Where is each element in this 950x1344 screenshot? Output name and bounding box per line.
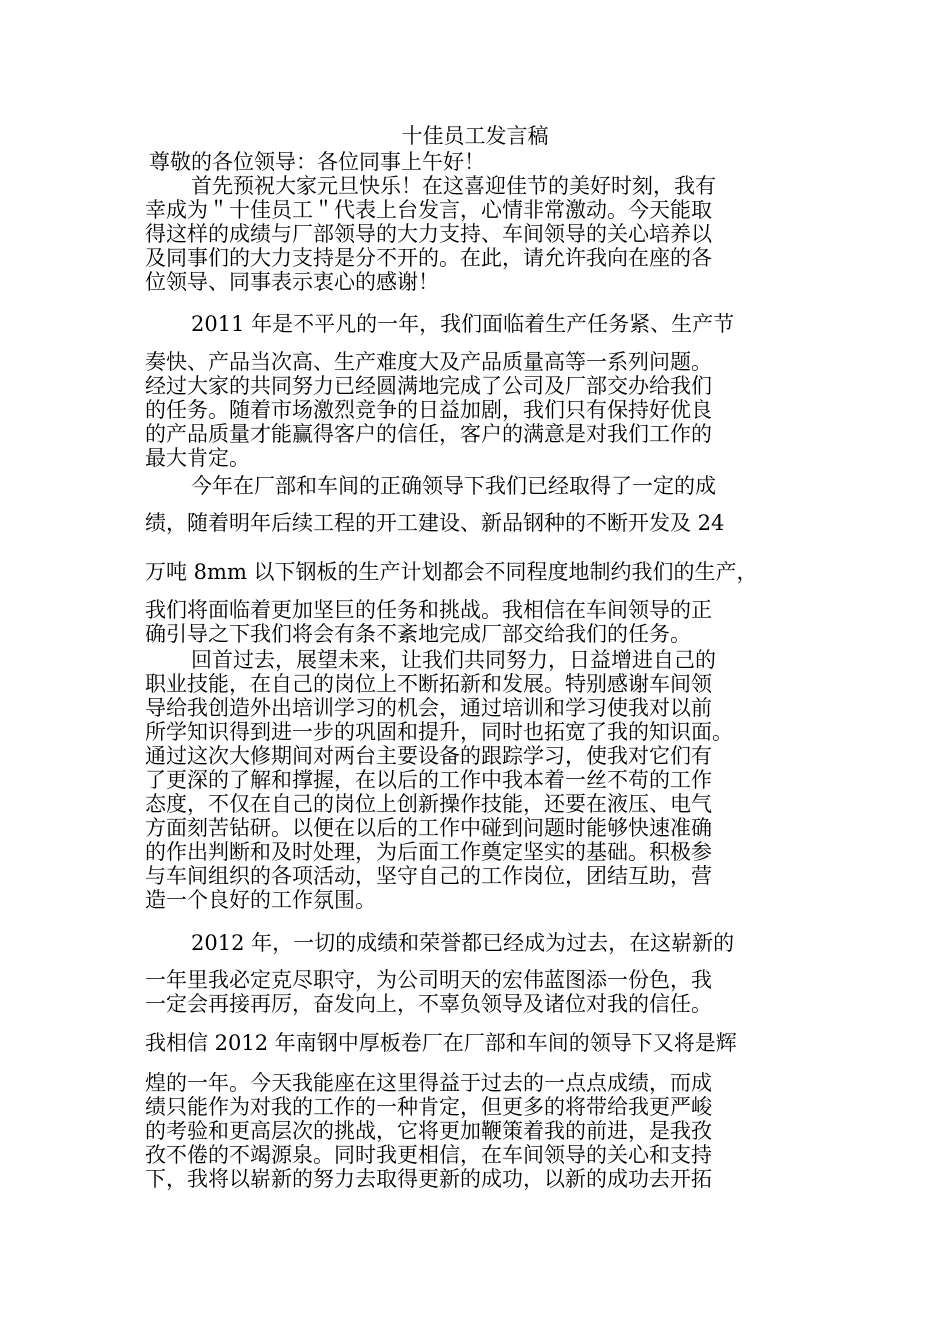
text-line: 的产品质量才能赢得客户的信任，客户的满意是对我们工作的 — [145, 422, 712, 446]
text-line: 的考验和更高层次的挑战，它将更加鞭策着我的前进，是我孜 — [145, 1119, 712, 1143]
text-line: 所学知识得到进一步的巩固和提升，同时也拓宽了我的知识面。 — [145, 720, 733, 744]
text-line: 确引导之下我们将会有条不紊地完成厂部交给我们的任务。 — [145, 622, 691, 646]
text-line: 方面刻苦钻研。以便在以后的工作中碰到问题时能够快速准确 — [145, 816, 712, 840]
text-line: 的任务。随着市场激烈竞争的日益加剧，我们只有保持好优良 — [145, 398, 712, 422]
document-title: 十佳员工发言稿 — [401, 124, 549, 148]
text-line: 2012 年，一切的成绩和荣誉都已经成为过去，在这崭新的 — [191, 931, 735, 955]
text-line: 及同事们的大力支持是分不开的。在此，请允许我向在座的各 — [145, 246, 712, 270]
text-line: 我们将面临着更加坚巨的任务和挑战。我相信在车间领导的正 — [145, 598, 712, 622]
text-line: 与车间组织的各项活动，坚守自己的工作岗位，团结互助，营 — [145, 864, 712, 888]
text-line: 最大肯定。 — [145, 446, 250, 470]
text-line: 经过大家的共同努力已经圆满地完成了公司及厂部交办给我们 — [145, 374, 712, 398]
text-line: 首先预祝大家元旦快乐！在这喜迎佳节的美好时刻，我有 — [191, 174, 716, 198]
text-line: 一年里我必定克尽职守，为公司明天的宏伟蓝图添一份色，我 — [145, 968, 712, 992]
text-line: 2011 年是不平凡的一年，我们面临着生产任务紧、生产节 — [191, 312, 735, 336]
text-line: 职业技能，在自己的岗位上不断拓新和发展。特别感谢车间领 — [145, 672, 712, 696]
salutation: 尊敬的各位领导：各位同事上午好！ — [149, 150, 485, 174]
text-line: 万吨 8mm 以下钢板的生产计划都会不同程度地制约我们的生产， — [145, 560, 758, 584]
text-line: 了更深的了解和撑握，在以后的工作中我本着一丝不苟的工作 — [145, 768, 712, 792]
text-line: 奏快、产品当次高、生产难度大及产品质量高等一系列问题。 — [145, 350, 712, 374]
text-line: 得这样的成绩与厂部领导的大力支持、车间领导的关心培养以 — [145, 222, 712, 246]
text-line: 我相信 2012 年南钢中厚板卷厂在厂部和车间的领导下又将是辉 — [145, 1031, 737, 1055]
text-line: 下，我将以崭新的努力去取得更新的成功，以新的成功去开拓 — [145, 1167, 712, 1191]
text-line: 回首过去，展望未来，让我们共同努力，日益增进自己的 — [191, 648, 716, 672]
text-line: 位领导、同事表示衷心的感谢！ — [145, 270, 439, 294]
text-line: 绩，随着明年后续工程的开工建设、新品钢种的不断开发及 24 — [145, 511, 725, 535]
text-line: 的作出判断和及时处理，为后面工作奠定坚实的基础。积极参 — [145, 840, 712, 864]
text-line: 绩只能作为对我的工作的一种肯定，但更多的将带给我更严峻 — [145, 1095, 712, 1119]
text-line: 态度，不仅在自己的岗位上创新操作技能，还要在液压、电气 — [145, 792, 712, 816]
text-line: 通过这次大修期间对两台主要设备的跟踪学习，使我对它们有 — [145, 744, 712, 768]
text-line: 煌的一年。今天我能座在这里得益于过去的一点点成绩，而成 — [145, 1071, 712, 1095]
text-line: 造一个良好的工作氛围。 — [145, 888, 376, 912]
text-line: 导给我创造外出培训学习的机会，通过培训和学习使我对以前 — [145, 696, 712, 720]
text-line: 一定会再接再厉，奋发向上，不辜负领导及诸位对我的信任。 — [145, 992, 712, 1016]
text-line: 今年在厂部和车间的正确领导下我们已经取得了一定的成 — [191, 474, 716, 498]
text-line: 孜不倦的不竭源泉。同时我更相信，在车间领导的关心和支持 — [145, 1143, 712, 1167]
text-line: 幸成为＂十佳员工＂代表上台发言，心情非常激动。今天能取 — [145, 198, 712, 222]
